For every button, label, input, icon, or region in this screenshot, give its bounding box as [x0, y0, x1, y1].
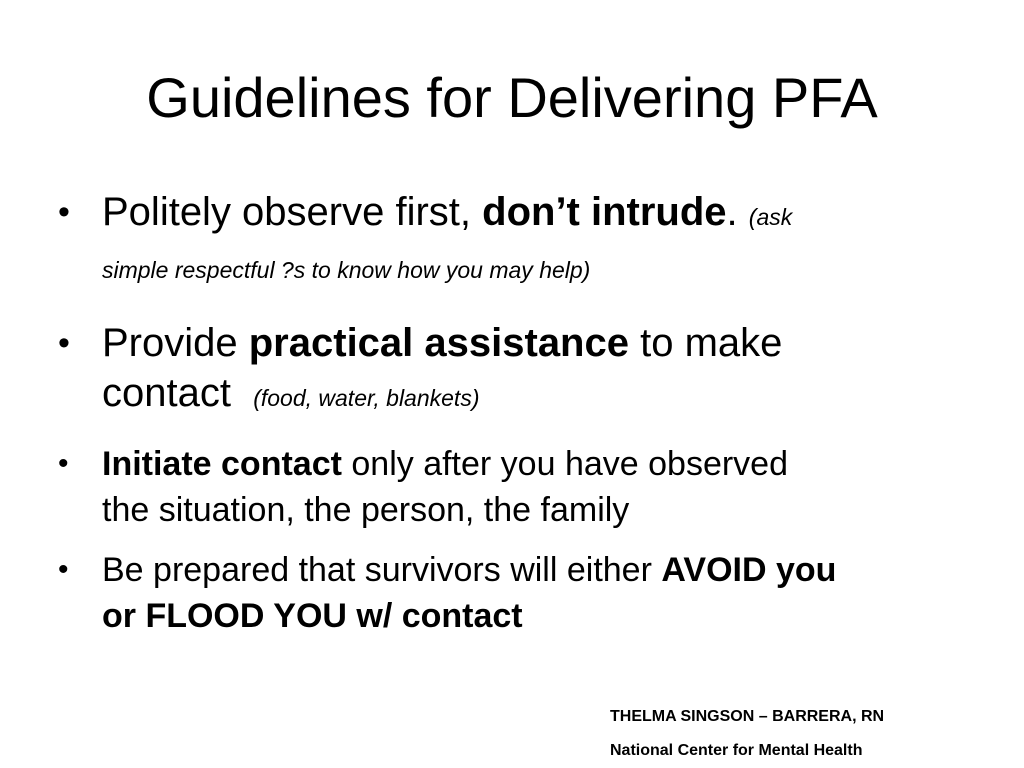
bullet-text: Be prepared that survivors will either: [102, 551, 662, 589]
bullet-item-prepared: [58, 547, 978, 639]
slide-title: Guidelines for Delivering PFA: [146, 66, 878, 129]
bullet-dot-icon: •: [58, 447, 69, 480]
slide-footer: [610, 704, 884, 764]
bullet-item-initiate: [58, 441, 978, 533]
bullet-dot-icon: •: [58, 324, 70, 362]
bullet-dot-icon: •: [58, 193, 70, 231]
bullet-text: the situation, the person, the family: [102, 491, 630, 529]
bullet-item-observe: [58, 188, 978, 294]
bullet-emphasis: or FLOOD YOU w/ contact: [102, 597, 523, 635]
bullet-list: [58, 188, 978, 639]
bullet-note: (ask: [748, 204, 793, 230]
footer-author: THELMA SINGSON – BARRERA, RN: [610, 708, 885, 725]
bullet-text: only after you have observed: [341, 445, 788, 483]
footer-organization: National Center for Mental Health: [610, 742, 863, 759]
bullet-text: .: [726, 190, 749, 234]
bullet-text: Provide: [102, 321, 249, 365]
bullet-emphasis: don’t intrude: [482, 190, 727, 234]
bullet-note: (food, water, blankets): [253, 385, 480, 411]
bullet-text: contact: [102, 371, 231, 415]
bullet-emphasis: practical assistance: [248, 321, 629, 365]
bullet-emphasis: AVOID you: [661, 551, 837, 589]
bullet-item-assistance: [58, 318, 978, 423]
bullet-note: simple respectful ?s to know how you may help): [102, 257, 591, 283]
bullet-text: to make: [628, 321, 783, 365]
bullet-dot-icon: •: [58, 553, 69, 586]
bullet-text: Politely observe first,: [102, 190, 483, 234]
bullet-emphasis: Initiate contact: [102, 445, 342, 483]
